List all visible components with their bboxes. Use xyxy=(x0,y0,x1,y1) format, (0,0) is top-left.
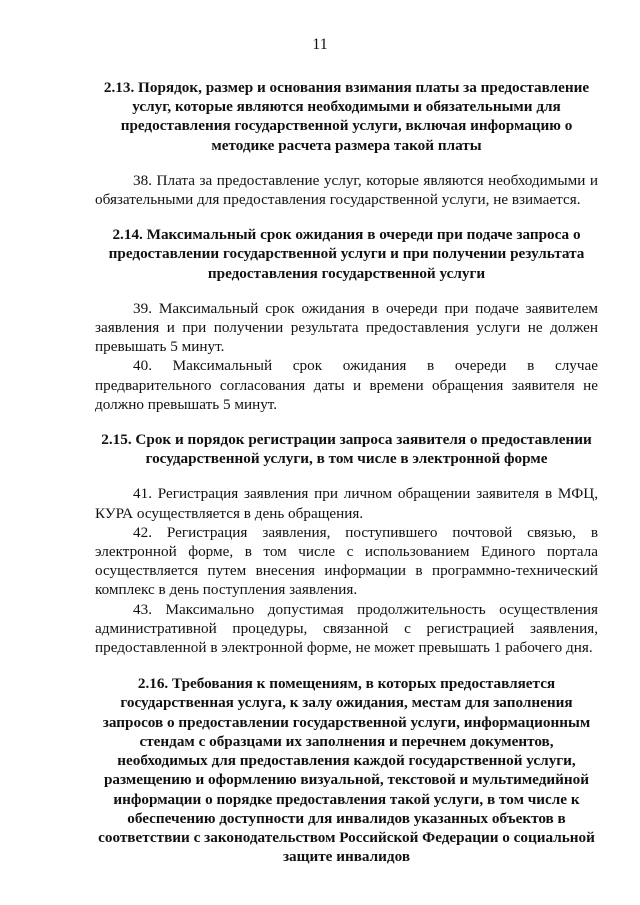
paragraph-38: 38. Плата за предоставление услуг, которые являются необходимыми и обязательными для предоставления государственной услуги, не взимается. xyxy=(95,171,598,209)
section-heading: 2.13. Порядок, размер и основания взимания платы за предоставление услуг, которые являются необходимыми и обязательными для предоставления государственной услуги, включая информацию о методике расчета размера такой платы xyxy=(103,79,590,154)
paragraph-43: 43. Максимально допустимая продолжительность осуществления административной процедуры, связанной с регистрацией заявления, предоставленной в электронной форме, не может превышать 1 рабочего дня. xyxy=(95,600,598,657)
section-2-13 xyxy=(95,78,598,209)
section-heading: 2.16. Требования к помещениям, в которых предоставляется государственная услуга, к залу ожидания, местам для заполнения запросов о предоставлении государственной услуги, информационным стендам с образцами их заполнения и перечнем документов, необходимых для предоставления каждой государственной услуги, размещению и оформлению визуальной, текстовой и мультимедийной информации о порядке предоставления такой услуги, в том числе к обеспечению доступности для инвалидов указанных объектов в соответствии с законодательством Российской Федерации о социальной защите инвалидов xyxy=(98,675,595,866)
section-2-15 xyxy=(95,430,598,657)
paragraph-40: 40. Максимальный срок ожидания в очереди в случае предварительного согласования даты и времени обращения заявителя не должно превышать 5 минут. xyxy=(95,357,598,413)
section-2-14 xyxy=(95,225,598,414)
page-number: 11 xyxy=(312,36,328,53)
paragraph-39: 39. Максимальный срок ожидания в очереди при подаче заявителем заявления и при получении результата предоставления услуги не должен превышать 5 минут. xyxy=(95,299,598,356)
section-2-16 xyxy=(95,674,598,866)
document-body xyxy=(95,78,598,866)
paragraph-42: 42. Регистрация заявления, поступившего почтовой связью, в электронной форме, в том числе с использованием Единого портала осуществляется путем внесения информации в программно-технический комплекс в день поступления заявления. xyxy=(95,523,598,599)
paragraph-41: 41. Регистрация заявления при личном обращении заявителя в МФЦ, КУРА осуществляется в день обращения. xyxy=(95,485,598,522)
section-heading: 2.14. Максимальный срок ожидания в очереди при подаче запроса о предоставлении государственной услуги и при получении результата предоставления государственной услуги xyxy=(108,226,585,282)
section-heading: 2.15. Срок и порядок регистрации запроса заявителя о предоставлении государственной услуги, в том числе в электронной форме xyxy=(101,431,592,468)
